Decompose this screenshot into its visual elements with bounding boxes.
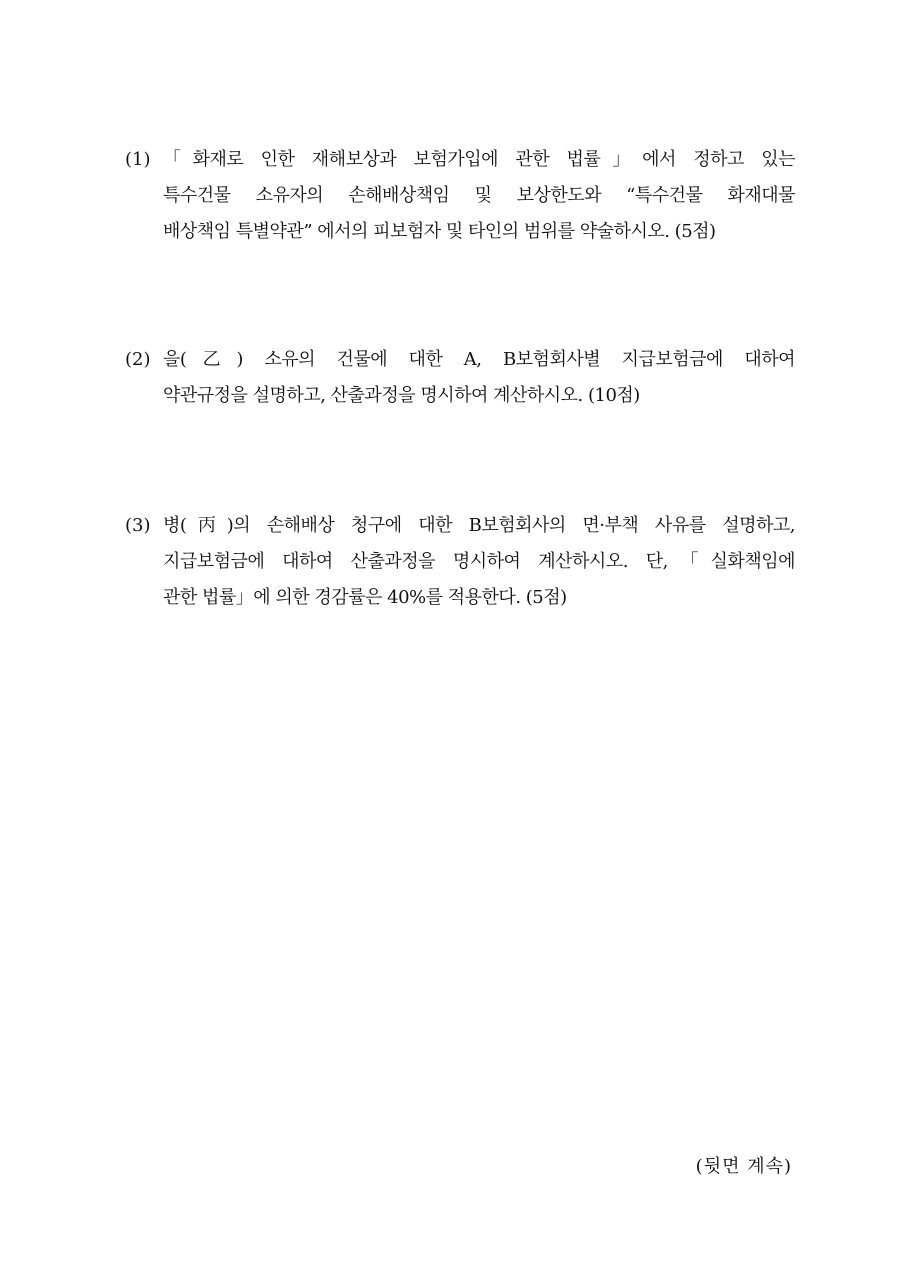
question-3 xyxy=(125,508,795,616)
question-text-line: 배상책임 특별약관” 에서의 피보험자 및 타인의 범위를 약술하시오. (5점) xyxy=(163,221,716,242)
question-text-line: 병(丙)의 손해배상 청구에 대한 B보험회사의 면·부책 사유를 설명하고, xyxy=(163,515,795,536)
question-text-line: 을(乙) 소유의 건물에 대한 A, B보험회사별 지급보험금에 대하여 xyxy=(163,349,795,370)
continued-overleaf-note: (뒷면 계속) xyxy=(695,1156,792,1177)
question-text-line: 특수건물 소유자의 손해배상책임 및 보상한도와 “특수건물 화재대물 xyxy=(163,185,795,206)
question-2 xyxy=(125,342,795,414)
question-text-line: 관한 법률」에 의한 경감률은 40%를 적용한다. (5점) xyxy=(163,587,567,608)
question-text-line: 지급보험금에 대하여 산출과정을 명시하여 계산하시오. 단,「실화책임에 xyxy=(163,551,795,572)
question-number: (1) xyxy=(125,149,151,170)
question-1 xyxy=(125,142,795,250)
question-text-line: 약관규정을 설명하고, 산출과정을 명시하여 계산하시오. (10점) xyxy=(163,385,640,406)
question-number: (3) xyxy=(125,515,151,536)
question-text-line: 「화재로 인한 재해보상과 보험가입에 관한 법률」에서 정하고 있는 xyxy=(163,149,795,170)
question-number: (2) xyxy=(125,349,151,370)
